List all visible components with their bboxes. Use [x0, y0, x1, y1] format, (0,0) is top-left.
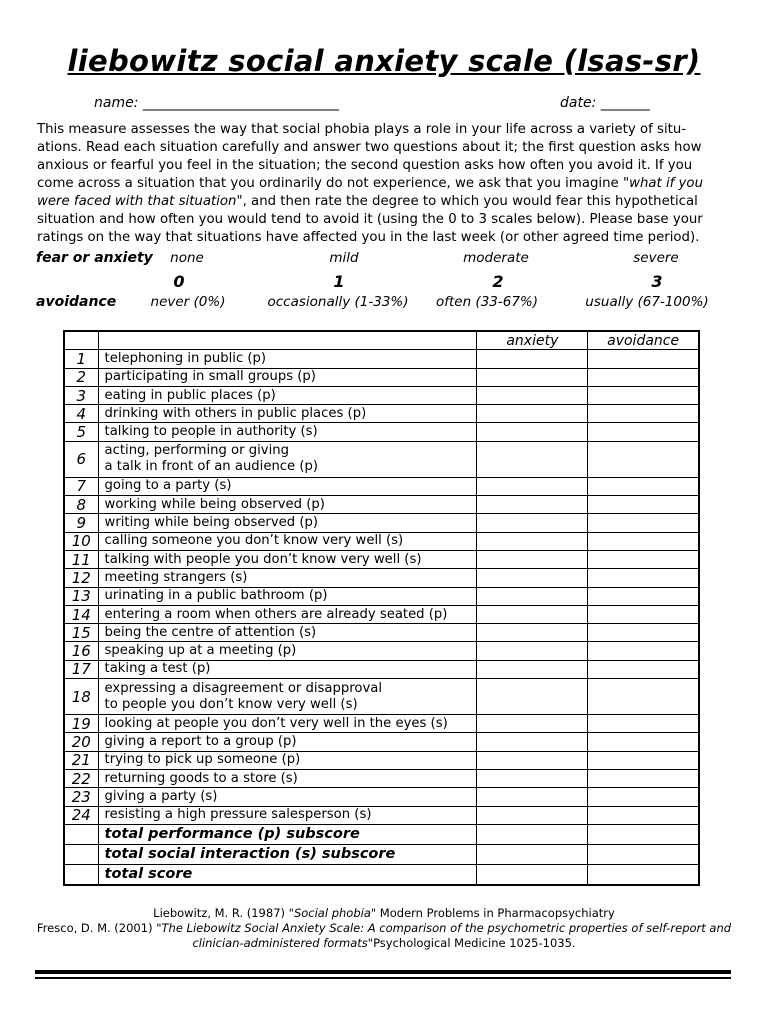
fear-level-mild: mild	[329, 250, 359, 266]
total-label: total social interaction (s) subscore	[98, 844, 477, 864]
item-number: 12	[64, 569, 98, 587]
reference-2-author: Fresco, D. M. (2001)	[36, 921, 157, 935]
situation-text: trying to pick up someone (p)	[104, 752, 301, 768]
item-situation	[98, 715, 477, 733]
item-situation	[98, 405, 477, 423]
table-row	[64, 733, 699, 751]
item-number: 3	[64, 386, 98, 404]
anxiety-rating-cell[interactable]	[477, 514, 588, 532]
item-number: 22	[64, 769, 98, 787]
situation-text: drinking with others in public places (p)	[104, 405, 367, 421]
avoid-level-usually: usually (67-100%)	[585, 294, 709, 310]
total-avoidance-cell[interactable]	[588, 824, 699, 844]
item-situation	[98, 368, 477, 386]
avoidance-rating-cell[interactable]	[588, 514, 699, 532]
item-situation	[98, 660, 477, 678]
total-number-cell	[64, 844, 98, 864]
situation-text: looking at people you don’t very well in the eyes (s)	[104, 715, 448, 731]
avoidance-rating-cell[interactable]	[588, 642, 699, 660]
item-number: 11	[64, 550, 98, 568]
item-number: 5	[64, 423, 98, 441]
item-number: 8	[64, 496, 98, 514]
table-row	[64, 769, 699, 787]
reference-2-cont	[0, 936, 768, 951]
table-row	[64, 368, 699, 386]
table-row	[64, 550, 699, 568]
fear-level-moderate: moderate	[463, 250, 529, 266]
total-avoidance-cell[interactable]	[588, 864, 699, 885]
item-number: 20	[64, 733, 98, 751]
avoidance-rating-cell[interactable]	[588, 550, 699, 568]
anxiety-rating-cell[interactable]	[477, 405, 588, 423]
anxiety-rating-cell[interactable]	[477, 660, 588, 678]
anxiety-rating-cell[interactable]	[477, 441, 588, 477]
avoidance-rating-cell[interactable]	[588, 715, 699, 733]
table-header-row	[64, 331, 699, 350]
references	[0, 906, 768, 951]
header-number-cell	[64, 331, 98, 350]
anxiety-rating-cell[interactable]	[477, 496, 588, 514]
item-situation	[98, 751, 477, 769]
table-row	[64, 514, 699, 532]
total-row	[64, 824, 699, 844]
table-row	[64, 587, 699, 605]
situation-text: urinating in a public bathroom (p)	[104, 588, 328, 604]
situation-text: giving a party (s)	[104, 788, 218, 804]
anxiety-rating-cell[interactable]	[477, 806, 588, 824]
situation-text: expressing a disagreement or disapproval	[104, 680, 382, 696]
item-number: 16	[64, 642, 98, 660]
scale-number-2: 2	[492, 272, 504, 291]
table-row	[64, 405, 699, 423]
avoidance-rating-cell[interactable]	[588, 605, 699, 623]
situation-text: to people you don’t know very well (s)	[104, 696, 358, 712]
instructions-emphasis: "what if you were faced with that situation"	[37, 176, 703, 209]
avoidance-rating-cell[interactable]	[588, 350, 699, 368]
item-situation	[98, 806, 477, 824]
avoidance-rating-cell[interactable]	[588, 569, 699, 587]
situation-text: writing while being observed (p)	[104, 515, 318, 531]
header-anxiety: anxiety	[477, 331, 588, 350]
table-row	[64, 496, 699, 514]
avoidance-rating-cell[interactable]	[588, 769, 699, 787]
situation-text: going to a party (s)	[104, 478, 232, 494]
table-row	[64, 605, 699, 623]
avoidance-rating-cell[interactable]	[588, 679, 699, 715]
instructions-paragraph	[37, 121, 737, 247]
item-situation	[98, 679, 477, 715]
item-number: 9	[64, 514, 98, 532]
situation-text: returning goods to a store (s)	[104, 770, 298, 786]
item-number: 18	[64, 679, 98, 715]
avoid-level-occasionally: occasionally (1-33%)	[267, 294, 409, 310]
anxiety-rating-cell[interactable]	[477, 386, 588, 404]
situation-text: a talk in front of an audience (p)	[104, 459, 319, 475]
item-situation	[98, 769, 477, 787]
total-number-cell	[64, 864, 98, 885]
item-situation	[98, 624, 477, 642]
item-number: 24	[64, 806, 98, 824]
item-situation	[98, 587, 477, 605]
total-label: total score	[98, 864, 477, 885]
avoidance-rating-cell[interactable]	[588, 423, 699, 441]
instructions-text-2: , and then rate the degree to which you would fear this hypothetical situation and how often you would tend to avoid it (using the 0 to 3 scales below). Please base your ratings on the way that situations have affected you in the last week (or other agreed time period).	[37, 194, 703, 245]
item-number: 7	[64, 477, 98, 495]
avoidance-rating-cell[interactable]	[588, 441, 699, 477]
scale-number-1: 1	[333, 272, 345, 291]
item-number: 17	[64, 660, 98, 678]
reference-2-title: "The Liebowitz Social Anxiety Scale: A comparison of the psychometric properties of self-report and	[156, 921, 732, 935]
fear-level-severe: severe	[633, 250, 679, 266]
item-number: 23	[64, 788, 98, 806]
item-situation	[98, 642, 477, 660]
table-row	[64, 350, 699, 368]
anxiety-rating-cell[interactable]	[477, 477, 588, 495]
avoidance-rating-cell[interactable]	[588, 624, 699, 642]
situation-text: telephoning in public (p)	[104, 350, 267, 366]
table-row	[64, 715, 699, 733]
item-number: 2	[64, 368, 98, 386]
anxiety-rating-cell[interactable]	[477, 605, 588, 623]
reference-2-source: Psychological Medicine 1025-1035.	[373, 936, 576, 950]
item-situation	[98, 532, 477, 550]
situation-text: talking with people you don’t know very well (s)	[104, 551, 422, 567]
anxiety-rating-cell[interactable]	[477, 642, 588, 660]
anxiety-rating-cell[interactable]	[477, 368, 588, 386]
total-row	[64, 864, 699, 885]
item-number: 6	[64, 441, 98, 477]
table-row	[64, 532, 699, 550]
item-number: 1	[64, 350, 98, 368]
item-number: 4	[64, 405, 98, 423]
table-row	[64, 423, 699, 441]
fear-scale-label: fear or anxiety	[36, 250, 153, 266]
anxiety-rating-cell[interactable]	[477, 624, 588, 642]
situation-text: talking to people in authority (s)	[104, 424, 318, 440]
situation-text: meeting strangers (s)	[104, 569, 248, 585]
item-situation	[98, 441, 477, 477]
anxiety-rating-cell[interactable]	[477, 769, 588, 787]
total-number-cell	[64, 824, 98, 844]
situation-text: acting, performing or giving	[104, 443, 289, 459]
total-anxiety-cell[interactable]	[477, 824, 588, 844]
avoidance-rating-cell[interactable]	[588, 788, 699, 806]
reference-1-source: Modern Problems in Pharmacopsychiatry	[376, 906, 615, 920]
table-row	[64, 679, 699, 715]
reference-1	[0, 906, 768, 921]
avoidance-rating-cell[interactable]	[588, 496, 699, 514]
item-number: 19	[64, 715, 98, 733]
fear-level-none: none	[170, 250, 204, 266]
date-field[interactable]: date: _______	[560, 95, 650, 111]
table-row	[64, 660, 699, 678]
reference-2-title-cont: clinician-administered formats"	[192, 936, 374, 950]
total-anxiety-cell[interactable]	[477, 844, 588, 864]
anxiety-rating-cell[interactable]	[477, 788, 588, 806]
avoidance-rating-cell[interactable]	[588, 386, 699, 404]
page-title: liebowitz social anxiety scale (lsas-sr)	[67, 44, 701, 78]
footer-rule-thick	[35, 970, 731, 974]
avoidance-rating-cell[interactable]	[588, 751, 699, 769]
anxiety-rating-cell[interactable]	[477, 587, 588, 605]
total-row	[64, 844, 699, 864]
anxiety-rating-cell[interactable]	[477, 550, 588, 568]
header-situation-cell	[98, 331, 477, 350]
situation-text: participating in small groups (p)	[104, 369, 316, 385]
item-situation	[98, 550, 477, 568]
anxiety-rating-cell[interactable]	[477, 569, 588, 587]
reference-1-title: "Social phobia"	[288, 906, 377, 920]
avoidance-scale-label: avoidance	[36, 294, 117, 310]
item-number: 14	[64, 605, 98, 623]
item-number: 10	[64, 532, 98, 550]
situation-text: giving a report to a group (p)	[104, 733, 297, 749]
table-row	[64, 569, 699, 587]
situation-text: taking a test (p)	[104, 661, 211, 677]
avoidance-rating-cell[interactable]	[588, 587, 699, 605]
item-situation	[98, 605, 477, 623]
footer-rule-thin	[35, 977, 731, 979]
situation-text: entering a room when others are already seated (p)	[104, 606, 448, 622]
situation-text: resisting a high pressure salesperson (s)	[104, 807, 372, 823]
situation-text: working while being observed (p)	[104, 496, 325, 512]
anxiety-rating-cell[interactable]	[477, 532, 588, 550]
item-number: 21	[64, 751, 98, 769]
table-row	[64, 788, 699, 806]
situation-text: eating in public places (p)	[104, 387, 276, 403]
item-situation	[98, 386, 477, 404]
item-situation	[98, 733, 477, 751]
situations-table	[63, 330, 700, 886]
item-situation	[98, 350, 477, 368]
table-row	[64, 441, 699, 477]
table-row	[64, 624, 699, 642]
avoidance-rating-cell[interactable]	[588, 532, 699, 550]
name-field[interactable]: name: ____________________________	[94, 95, 339, 111]
total-avoidance-cell[interactable]	[588, 844, 699, 864]
instructions-text-1: This measure assesses the way that social phobia plays a role in your life across a variety of situ- ations. Read each situation carefully and answer two questions about it; the first question asks how anxious or fearful you feel in the situation; the second question asks how often you avoid it. If you come across a situation that you ordinarily do not experience, we ask that you imagine	[37, 122, 702, 191]
avoidance-rating-cell[interactable]	[588, 806, 699, 824]
table-row	[64, 642, 699, 660]
avoid-level-often: often (33-67%)	[435, 294, 539, 310]
item-situation	[98, 569, 477, 587]
total-label: total performance (p) subscore	[98, 824, 477, 844]
situation-text: calling someone you don’t know very well (s)	[104, 533, 404, 549]
item-number: 13	[64, 587, 98, 605]
anxiety-rating-cell[interactable]	[477, 679, 588, 715]
situation-text: speaking up at a meeting (p)	[104, 643, 297, 659]
situation-text: being the centre of attention (s)	[104, 624, 317, 640]
anxiety-rating-cell[interactable]	[477, 350, 588, 368]
avoidance-rating-cell[interactable]	[588, 405, 699, 423]
item-situation	[98, 496, 477, 514]
scale-number-3: 3	[651, 272, 663, 291]
table-row	[64, 751, 699, 769]
avoid-level-never: never (0%)	[150, 294, 226, 310]
anxiety-rating-cell[interactable]	[477, 751, 588, 769]
avoidance-rating-cell[interactable]	[588, 733, 699, 751]
scale-number-0: 0	[173, 272, 185, 291]
rating-scale	[36, 250, 736, 320]
avoidance-rating-cell[interactable]	[588, 477, 699, 495]
item-situation	[98, 423, 477, 441]
item-situation	[98, 477, 477, 495]
item-number: 15	[64, 624, 98, 642]
table-row	[64, 806, 699, 824]
item-situation	[98, 788, 477, 806]
anxiety-rating-cell[interactable]	[477, 423, 588, 441]
reference-2	[0, 921, 768, 936]
avoidance-rating-cell[interactable]	[588, 660, 699, 678]
avoidance-rating-cell[interactable]	[588, 368, 699, 386]
item-situation	[98, 514, 477, 532]
reference-1-author: Liebowitz, M. R. (1987)	[153, 906, 289, 920]
total-anxiety-cell[interactable]	[477, 864, 588, 885]
anxiety-rating-cell[interactable]	[477, 715, 588, 733]
header-avoidance: avoidance	[588, 331, 699, 350]
anxiety-rating-cell[interactable]	[477, 733, 588, 751]
table-row	[64, 386, 699, 404]
table-row	[64, 477, 699, 495]
